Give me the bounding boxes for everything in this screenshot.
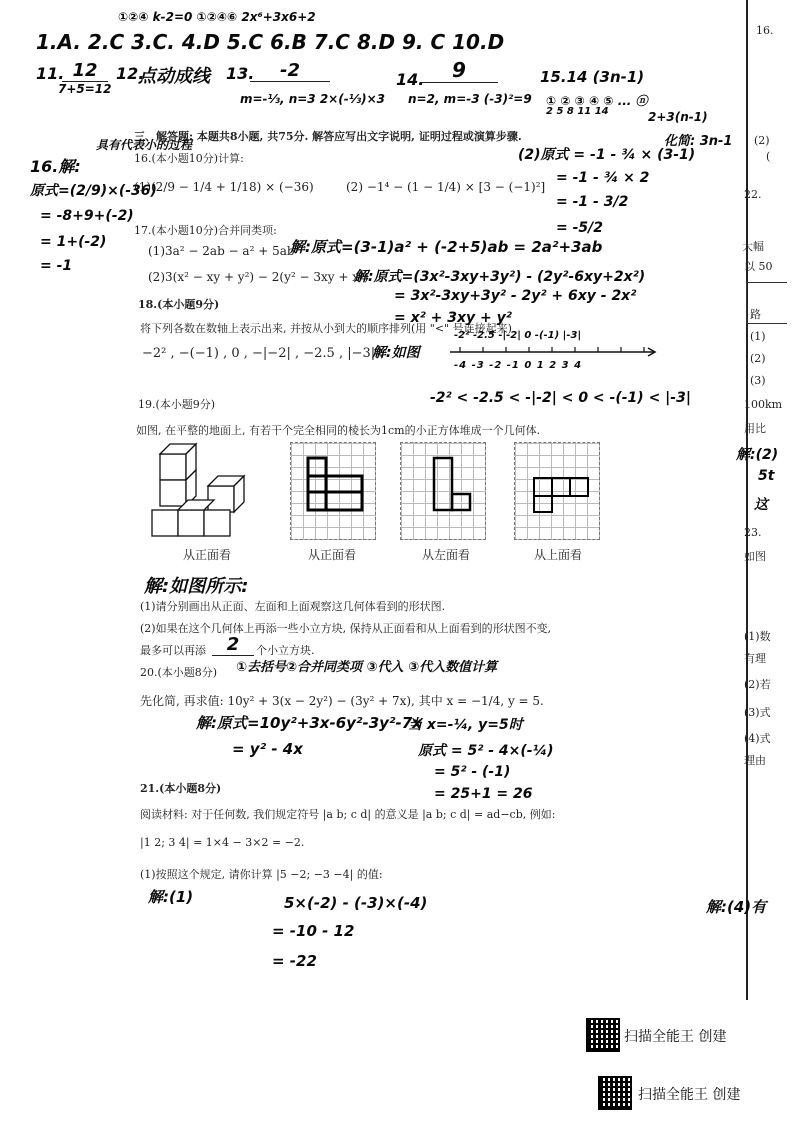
edge-zhe: 这 xyxy=(754,497,768,513)
edge-22: 22. xyxy=(744,188,762,201)
q20-eval-c: = 25+1 = 26 xyxy=(434,786,533,802)
edge-q2: (2)若 xyxy=(744,678,771,691)
q16-2-line-a: (2)原式 = -1 - ¾ × (3-1) xyxy=(518,147,696,163)
q12-label: 12. xyxy=(116,64,145,83)
q19-part2-pre: 最多可以再添 xyxy=(140,644,206,657)
number-line xyxy=(448,344,660,360)
mcq-answers: 1.A. 2.C 3.C. 4.D 5.C 6.B 7.C 8.D 9. C 10.D xyxy=(36,30,505,54)
edge-p3: (3) xyxy=(750,374,766,387)
q18-numline-labels: -2² -2.5 -|-2| 0 -(-1) |-3| xyxy=(454,330,582,341)
front-view-drawing xyxy=(290,442,374,538)
q19-text: 如图, 在平整的地面上, 有若干个完全相同的棱长为1cm的小正方体堆成一个几何体. xyxy=(136,424,541,437)
q17-2-line-a: 解:原式=(3x²-3xy+3y²) - (2y²-6xy+2x²) xyxy=(354,269,646,285)
edge-2: (2) xyxy=(754,134,770,147)
q15-expr: 15.14 (3n-1) xyxy=(540,68,645,86)
edge-youli: 有理 xyxy=(744,652,766,665)
q16-part1: (1)(2/9 − 1/4 + 1/18) × (−36) xyxy=(134,180,314,194)
q18-note: 解:如图 xyxy=(372,345,420,361)
watermark-2: 扫描全能王 创建 xyxy=(638,1087,741,1103)
q14-label: 14. xyxy=(396,70,425,89)
q21-line-c: = -10 - 12 xyxy=(272,922,355,940)
q18-text: 将下列各数在数轴上表示出来, 并按从小到大的顺序排列(用 "<" 号连接起来) xyxy=(140,322,512,335)
q16-1-line-a: 原式=(2/9)×(-36) xyxy=(30,183,157,199)
q21-line-a: 解:(1) xyxy=(148,888,194,906)
edge-paren: ( xyxy=(766,150,771,163)
edge-dafu: 大幅 xyxy=(742,240,764,253)
caption-top: 从上面看 xyxy=(534,548,583,562)
q16-1-line-b: = -8+9+(-2) xyxy=(40,208,134,224)
q17-1-solution: 解:原式=(3-1)a² + (-2+5)ab = 2a²+3ab xyxy=(290,238,603,256)
q20-eval-a: 原式 = 5² - 4×(-¼) xyxy=(418,743,554,759)
edge-p1: (1) xyxy=(750,330,766,343)
q20-line-a: 解:原式=10y²+3x-6y²-3y²-7x xyxy=(196,714,422,732)
watermark-1: 扫描全能王 创建 xyxy=(624,1029,727,1045)
caption-left: 从左面看 xyxy=(422,548,471,562)
q19-part1: (1)请分别画出从正面、左面和上面观察这几何体看到的形状图. xyxy=(140,600,446,613)
q19-part2-post: 个小立方块. xyxy=(256,644,315,657)
q20-title: 20.(本小题8分) xyxy=(140,666,218,679)
top-notes: ①②④ k-2=0 ①②④⑥ 2x⁶+3x6+2 xyxy=(118,10,316,24)
q14-answer: 9 xyxy=(420,58,498,83)
q21-line-b: 5×(-2) - (-3)×(-4) xyxy=(284,894,428,912)
caption-front: 从正面看 xyxy=(308,548,357,562)
edge-lu: 路 xyxy=(750,308,761,321)
q15-answer: 2+3(n-1) xyxy=(648,110,708,124)
top-view-drawing xyxy=(514,442,598,538)
q16-1-line-d: = -1 xyxy=(40,258,73,274)
q21-title: 21.(本小题8分) xyxy=(140,782,222,795)
q17-title: 17.(本小题10分)合并同类项: xyxy=(134,224,277,237)
q18-title: 18.(本小题9分) xyxy=(138,298,220,311)
q17-2-line-b: = 3x²-3xy+3y² - 2y² + 6xy - 2x² xyxy=(394,288,637,304)
q16-part2: (2) −1⁴ − (1 − 1/4) × [3 − (−1)²] xyxy=(346,180,546,194)
edge-q3: (3)式 xyxy=(744,706,771,719)
q11-label: 11. xyxy=(36,64,65,83)
q20-eval-b: = 5² - (-1) xyxy=(434,764,511,780)
edge-q4: (4)式 xyxy=(744,732,771,745)
edge-23: 23. xyxy=(744,526,762,539)
edge-p2: (2) xyxy=(750,352,766,365)
q17-part1: (1)3a² − 2ab − a² + 5ab xyxy=(148,244,295,258)
q16-2-line-c: = -1 - 3/2 xyxy=(556,194,629,210)
cube-solid-figure xyxy=(148,440,248,542)
q16-2-line-b: = -1 - ¾ × 2 xyxy=(556,170,650,186)
q12-answer: 点动成线 xyxy=(138,66,210,87)
q21-text: 阅读材料: 对于任何数, 我们规定符号 |a b; c d| 的意义是 |a b; c d| = ad−cb, 例如: xyxy=(140,808,556,821)
edge-5t: 5t xyxy=(758,468,775,484)
q20-text: 先化简, 再求值: 10y² + 3(x − 2y²) − (3y² + 7x), 其中 x = −1/4, y = 5. xyxy=(140,694,544,708)
edge-yi50: 以 50 xyxy=(744,260,773,273)
edge-q1: (1)数 xyxy=(744,630,771,643)
q21-example: |1 2; 3 4| = 1×4 − 3×2 = −2. xyxy=(140,836,305,849)
q20-line-b: = y² - 4x xyxy=(232,740,303,758)
q16-title: 16.(本小题10分)计算: xyxy=(134,152,244,165)
q15-simplify: 化简: 3n-1 xyxy=(664,134,733,149)
q11-answer: 12 xyxy=(62,60,108,82)
qr-code-icon xyxy=(598,1076,632,1110)
q19-solution: 解:如图所示: xyxy=(144,576,249,597)
edge-jie2: 解:(2) xyxy=(736,447,779,463)
q19-title: 19.(本小题9分) xyxy=(138,398,216,411)
q20-values: 当 x=-¼, y=5时 xyxy=(408,717,523,733)
q13-label: 13. xyxy=(226,64,255,83)
edge-16: 16. xyxy=(756,24,774,37)
edge-liyou: 理由 xyxy=(744,754,766,767)
q18-order: -2² < -2.5 < -|-2| < 0 < -(-1) < |-3| xyxy=(430,390,691,406)
q19-answer: 2 xyxy=(212,634,254,656)
q18-numbers: −2² , −(−1) , 0 , −|−2| , −2.5 , |−3| . xyxy=(142,346,384,361)
qr-code-icon xyxy=(586,1018,620,1052)
q11-work: 7+5=12 xyxy=(58,82,112,96)
q15-nums: 2 5 8 11 14 xyxy=(546,106,609,117)
edge-rutu: 如图 xyxy=(744,550,766,563)
q16-note: 具有代表小的过程 xyxy=(96,138,193,152)
q21-question1: (1)按照这个规定, 请你计算 |5 −2; −3 −4| 的值: xyxy=(140,868,383,881)
q13-answer: -2 xyxy=(250,60,330,82)
q15-seq: ① ② ③ ④ ⑤ ... ⓝ xyxy=(546,94,648,108)
edge-100km: 100km xyxy=(744,398,783,411)
q18-ticks: -4 -3 -2 -1 0 1 2 3 4 xyxy=(454,360,583,371)
q19-part2: (2)如果在这个几何体上再添一些小立方块, 保持从正面看和从上面看到的形状图不变, xyxy=(140,622,552,635)
edge-yongbi: 用比 xyxy=(744,422,766,435)
edge-jie4: 解:(4)有 xyxy=(706,898,767,916)
caption-solid: 从正面看 xyxy=(183,548,232,562)
q16-2-line-d: = -5/2 xyxy=(556,220,604,236)
q16-1-line-c: = 1+(-2) xyxy=(40,234,107,250)
q17-part2: (2)3(x² − xy + y²) − 2(y² − 3xy + x²) xyxy=(148,270,369,284)
q21-line-d: = -22 xyxy=(272,952,317,970)
q20-note: ①去括号②合并同类项 ③代入 ③代入数值计算 xyxy=(236,660,498,675)
left-view-drawing xyxy=(400,442,484,538)
q14-work: n=2, m=-3 (-3)²=9 xyxy=(408,92,532,106)
q16-solution-label: 16.解: xyxy=(30,157,81,176)
section-heading: 三、解答题: 本题共8小题, 共75分. 解答应写出文字说明, 证明过程或演算步骤. xyxy=(134,130,522,143)
q17-2-line-c: = x² + 3xy + y² xyxy=(394,310,512,326)
q13-work: m=-⅓, n=3 2×(-⅓)×3 xyxy=(240,92,386,106)
